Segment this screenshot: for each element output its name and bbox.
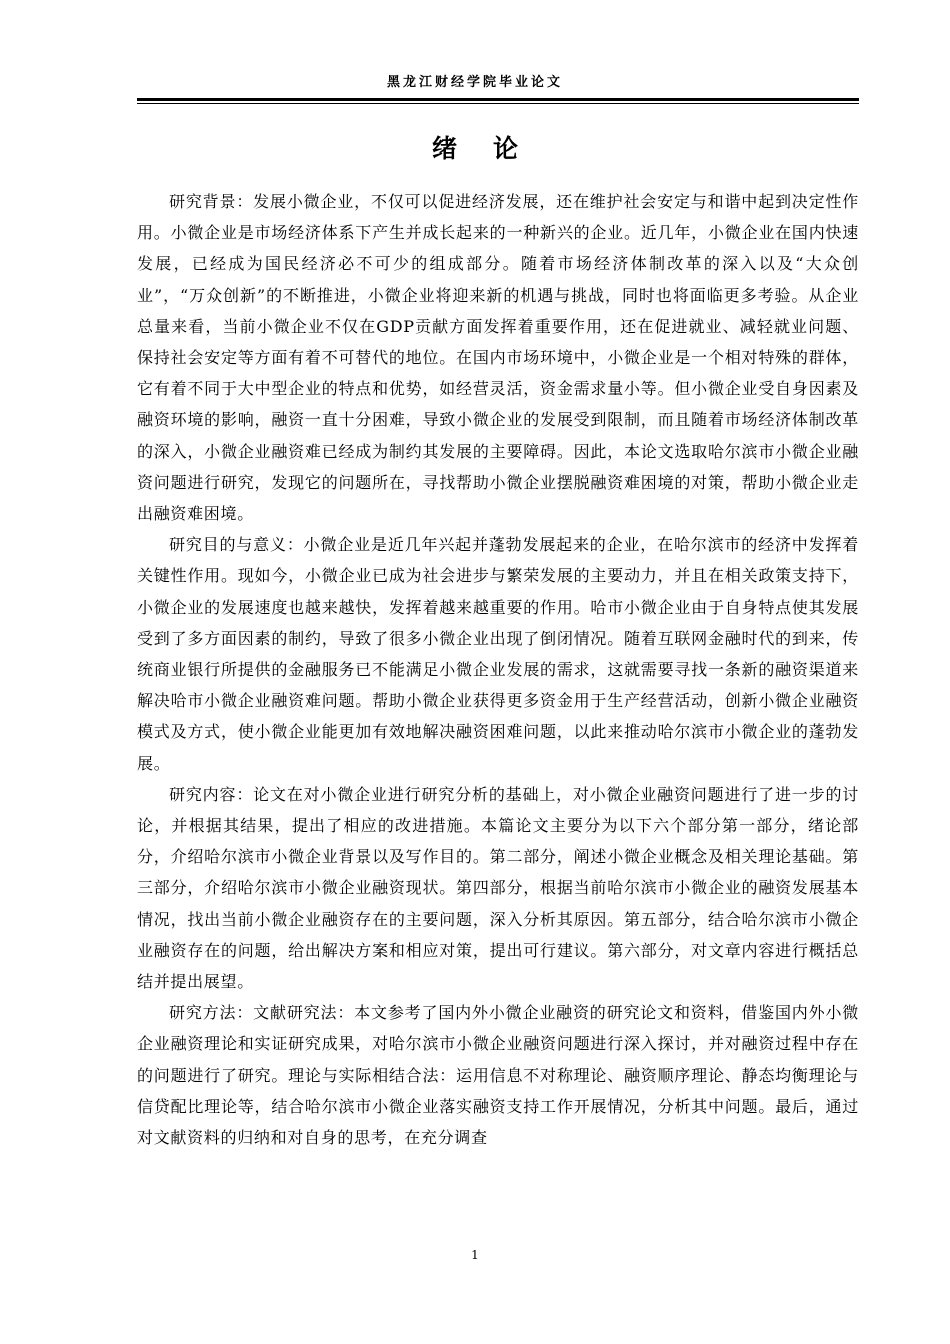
header-rule-thin [137, 103, 859, 104]
paragraph-research-method: 研究方法：文献研究法：本文参考了国内外小微企业融资的研究论文和资料，借鉴国内外小微企业融资理论和实证研究成果，对哈尔滨市小微企业融资问题进行深入探讨，并对融资过程中存在的问题进行了研究。理论与实际相结合法：运用信息不对称理论、融资顺序理论、静态均衡理论与信贷配比理论等，结合哈尔滨市小微企业落实融资支持工作开展情况，分析其中问题。最后，通过对文献资料的归纳和对自身的思考，在充分调查 [137, 1003, 859, 1148]
paragraph-research-content: 研究内容：论文在对小微企业进行研究分析的基础上，对小微企业融资问题进行了进一步的讨论，并根据其结果，提出了相应的改进措施。本篇论文主要分为以下六个部分第一部分，绪论部分，介绍哈尔滨市小微企业背景以及写作目的。第二部分，阐述小微企业概念及相关理论基础。第三部分，介绍哈尔滨市小微企业融资现状。第四部分，根据当前哈尔滨市小微企业的融资发展基本情况，找出当前小微企业融资存在的主要问题，深入分析其原因。第五部分，结合哈尔滨市小微企业融资存在的问题，给出解决方案和相应对策，提出可行建议。第六部分，对文章内容进行概括总结并提出展望。 [137, 784, 859, 992]
body-text [137, 186, 859, 1153]
paragraph-research-background: 研究背景：发展小微企业，不仅可以促进经济发展，还在维护社会安定与和谐中起到决定性作用。小微企业是市场经济体系下产生并成长起来的一种新兴的企业。近几年，小微企业在国内快速发展，已经成为国民经济必不可少的组成部分。随着市场经济体制改革的深入以及“大众创业”，“万众创新”的不断推进，小微企业将迎来新的机遇与挑战，同时也将面临更多考验。从企业总量来看，当前小微企业不仅在GDP贡献方面发挥着重要作用，还在促进就业、减轻就业问题、保持社会安定等方面有着不可替代的地位。在国内市场环境中，小微企业是一个相对特殊的群体，它有着不同于大中型企业的特点和优势，如经营灵活，资金需求量小等。但小微企业受自身因素及融资环境的影响，融资一直十分困难，导致小微企业的发展受到限制，而且随着市场经济体制改革的深入，小微企业融资难已经成为制约其发展的主要障碍。因此，本论文选取哈尔滨市小微企业融资问题进行研究，发现它的问题所在，寻找帮助小微企业摆脱融资难困境的对策，帮助小微企业走出融资难困境。 [137, 192, 859, 524]
page-number: 1 [471, 1248, 479, 1262]
header-rule-thick [137, 98, 859, 101]
chapter-title: 绪论 [431, 134, 554, 163]
paragraph-research-purpose: 研究目的与意义：小微企业是近几年兴起并蓬勃发展起来的企业，在哈尔滨市的经济中发挥着关键性作用。现如今，小微企业已成为社会进步与繁荣发展的主要动力，并且在相关政策支持下，小微企业的发展速度也越来越快，发挥着越来越重要的作用。哈市小微企业由于自身特点使其发展受到了多方面因素的制约，导致了很多小微企业出现了倒闭情况。随着互联网金融时代的到来，传统商业银行所提供的金融服务已不能满足小微企业发展的需求，这就需要寻找一条新的融资渠道来解决哈市小微企业融资难问题。帮助小微企业获得更多资金用于生产经营活动，创新小微企业融资模式及方式，使小微企业能更加有效地解决融资困难问题，以此来推动哈尔滨市小微企业的蓬勃发展。 [137, 535, 859, 773]
running-header: 黑龙江财经学院毕业论文 [386, 75, 563, 90]
